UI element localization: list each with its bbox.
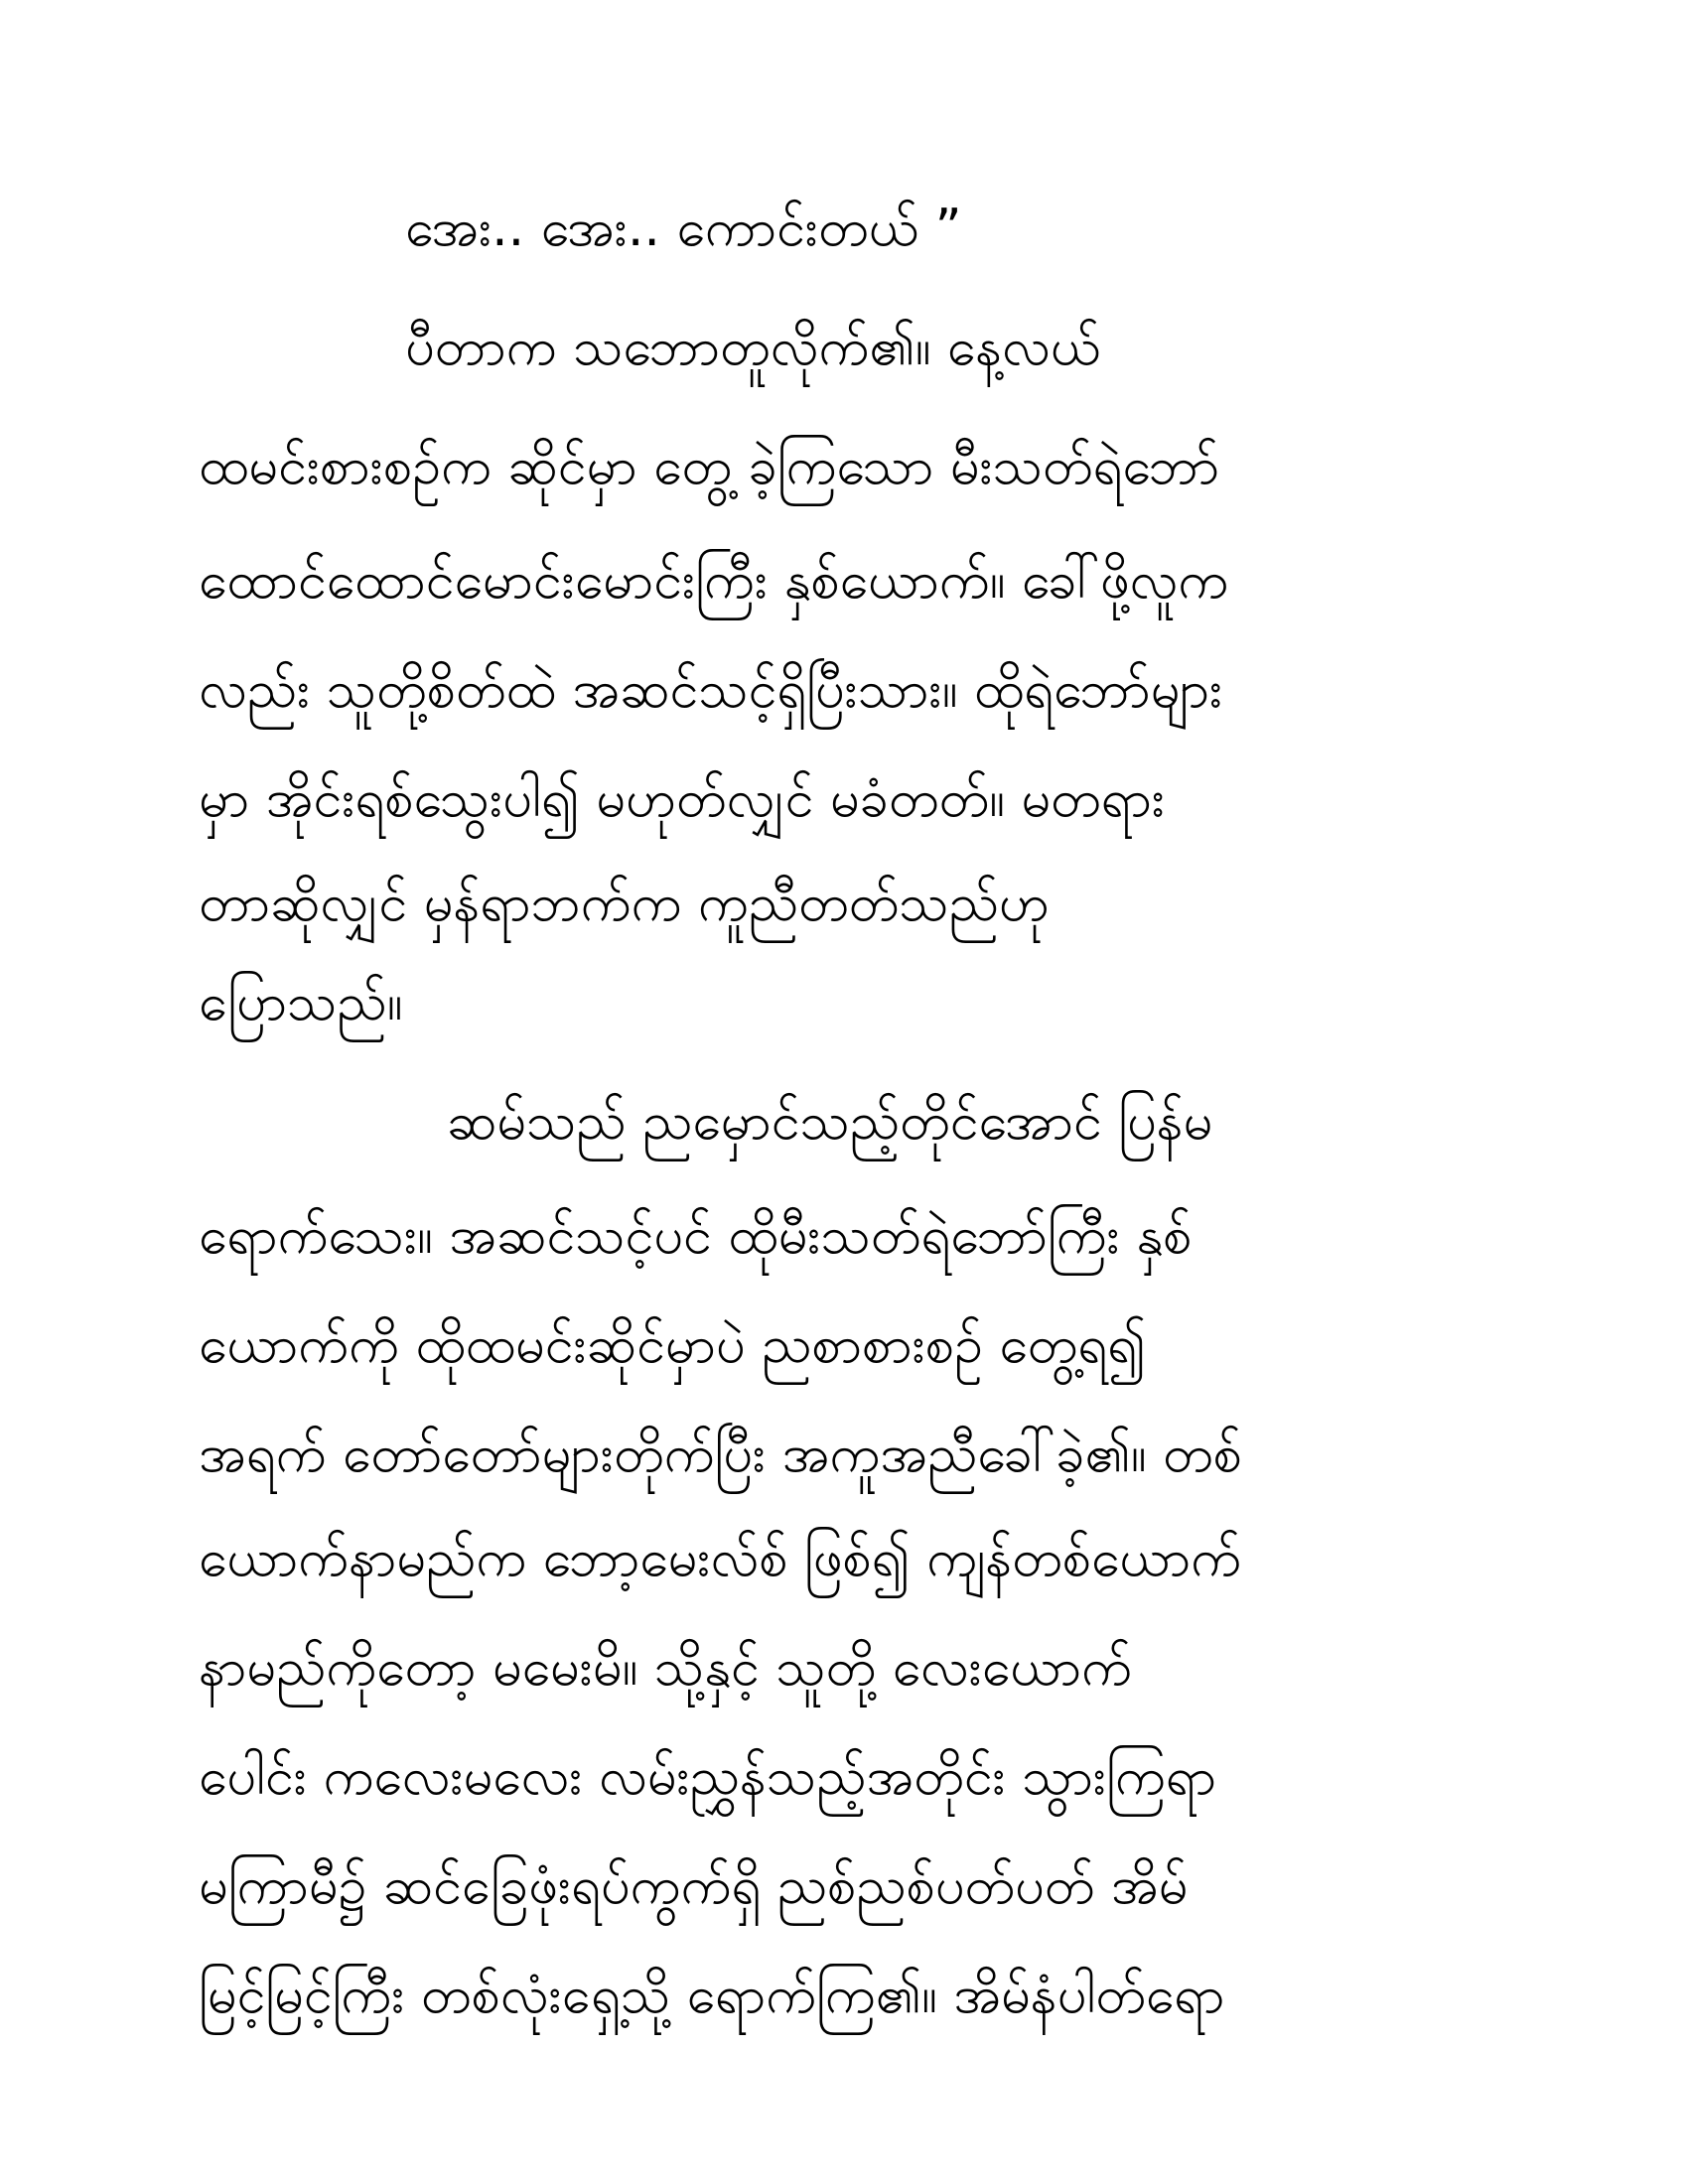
text-line: ထောင်ထောင်မောင်းမောင်းကြီး နှစ်ယောက်။ ခေါ်ဖို့လူက xyxy=(199,551,1229,611)
text-line: ပြောသည်။ xyxy=(199,973,403,1032)
text-line: ထမင်းစားစဉ်က ဆိုင်မှာ တွေ့ ခဲ့ကြသော မီးသတ်ရဲဘော် xyxy=(199,437,1220,496)
text-line: ပီတာက သဘောတူလိုက်၏။ နေ့လယ် xyxy=(405,318,1101,377)
text-line: ရောက်သေး။ အဆင်သင့်ပင် ထိုမီးသတ်ရဲဘော်ကြီး နှစ် xyxy=(199,1206,1193,1266)
text-line: ယောက်နာမည်က ဘော့မေးလ်စ် ဖြစ်၍ ကျန်တစ်ယောက် xyxy=(199,1529,1241,1588)
text-line: ပေါင်း ကလေးမလေး လမ်းညွှန်သည့်အတိုင်း သွားကြရာ xyxy=(199,1747,1216,1807)
text-line: တာဆိုလျှင် မှန်ရာဘက်က ကူညီတတ်သည်ဟု xyxy=(199,874,1050,933)
text-line: ဆမ်သည် ညမှောင်သည့်တိုင်အောင် ပြန်မ xyxy=(447,1092,1213,1152)
text-line: နာမည်ကိုတော့ မမေးမိ။ သို့နှင့် သူတို့ လေးယောက် xyxy=(199,1638,1132,1698)
text-line: မှာ အိုင်းရစ်သွေးပါ၍ မဟုတ်လျှင် မခံတတ်။ မတရား xyxy=(199,769,1166,829)
text-line: အေး.. အေး.. ကောင်းတယ် ” xyxy=(405,199,962,258)
text-line: ယောက်ကို ထိုထမင်းဆိုင်မှာပဲ ညစာစားစဉ် တွေ့ရ၍ xyxy=(199,1315,1147,1375)
text-line: လည်း သူတို့စိတ်ထဲ အဆင်သင့်ရှိပြီးသား။ ထိုရဲဘော်များ xyxy=(199,660,1223,720)
text-line: မြင့်မြင့်ကြီး တစ်လုံးရှေ့သို့ ရောက်ကြ၏။ အိမ်နံပါတ်ရော xyxy=(199,1966,1225,2025)
text-line: အရက် တော်တော်များတိုက်ပြီး အကူအညီခေါ်ခဲ့၏။ တစ် xyxy=(199,1425,1242,1484)
text-line: မကြာမီ၌ ဆင်ခြေဖုံးရပ်ကွက်ရှိ ညစ်ညစ်ပတ်ပတ် အိမ် xyxy=(199,1856,1189,1916)
